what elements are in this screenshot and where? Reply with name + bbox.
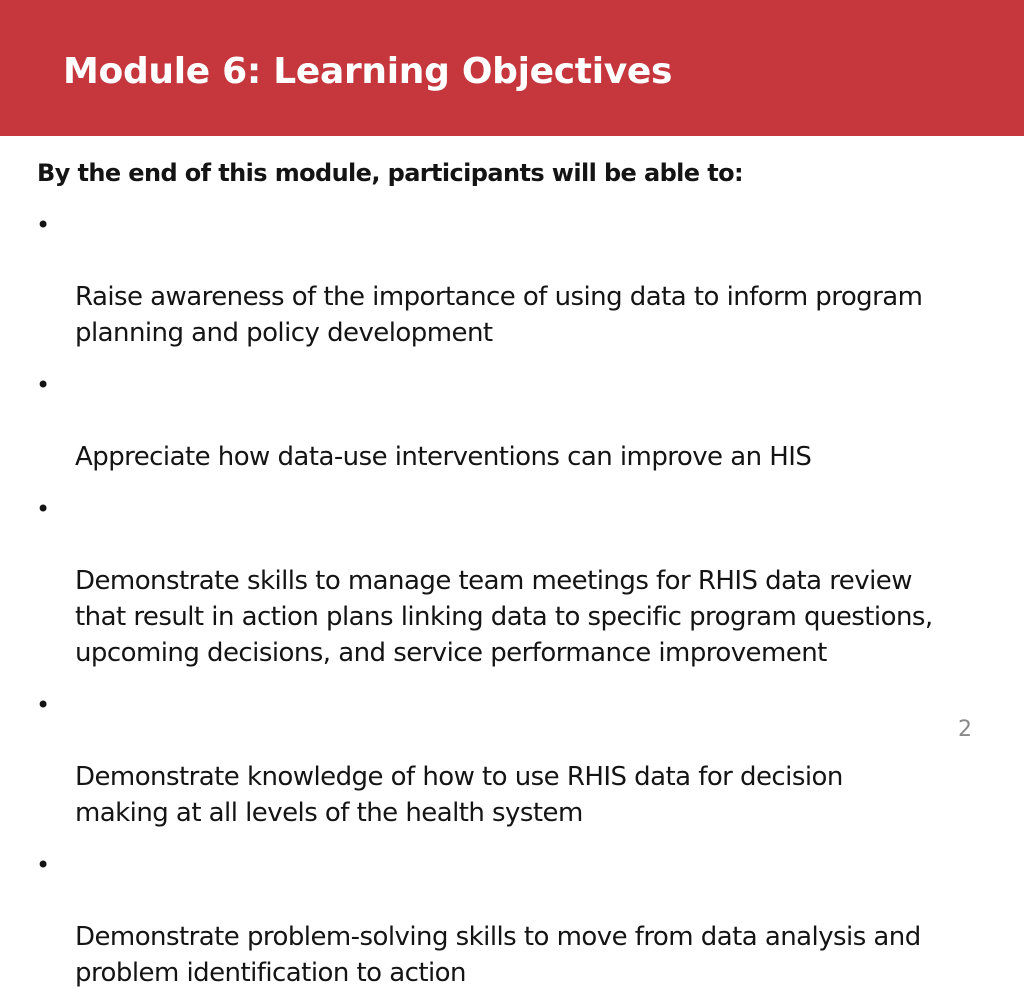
objective-item: [0, 207, 1024, 351]
objective-item: [0, 847, 1024, 991]
objective-text: Demonstrate problem-solving skills to move from data analysis and problem identification to action: [75, 922, 921, 988]
objective-text: Appreciate how data-use interventions can improve an HIS: [75, 442, 812, 472]
slide-title: Module 6: Learning Objectives: [63, 51, 673, 92]
page-number: 2: [958, 717, 972, 742]
bullet-icon: •: [36, 851, 50, 879]
bullet-icon: •: [36, 211, 50, 239]
objective-text: Demonstrate knowledge of how to use RHIS data for decision making at all levels of the health system: [75, 762, 843, 828]
objective-text: Raise awareness of the importance of using data to inform program planning and policy development: [75, 282, 923, 348]
objective-item: [0, 687, 1024, 831]
objectives-list: [0, 207, 1024, 1007]
objective-item: [0, 491, 1024, 671]
objective-item: [0, 367, 1024, 475]
intro-text: By the end of this module, participants will be able to:: [37, 159, 743, 187]
bullet-icon: •: [36, 691, 50, 719]
bullet-icon: •: [36, 495, 50, 523]
objective-text: Demonstrate skills to manage team meetings for RHIS data review that result in action plans linking data to specific program questions, upcoming decisions, and service performance improvement: [75, 566, 933, 668]
bullet-icon: •: [36, 371, 50, 399]
